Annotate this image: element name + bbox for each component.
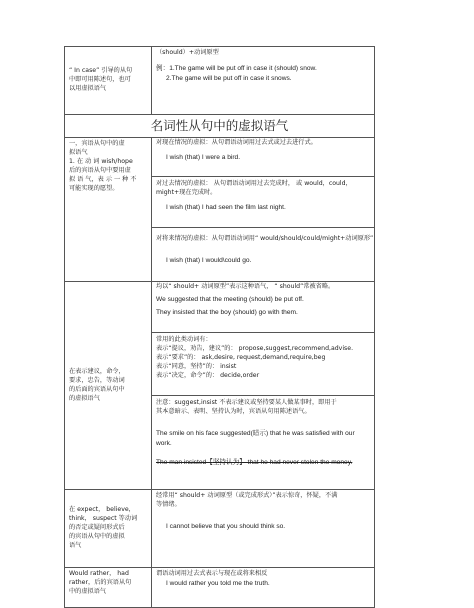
rule-note: 均以“ should+ 动词原型”表示这种语气， “ should”常被省略。 bbox=[156, 283, 335, 291]
example-sentence: They insisted that the boy (should) go with them. bbox=[156, 308, 298, 316]
rule-note: 表示“决定，命令”的： decide,order bbox=[156, 372, 260, 380]
example-sentence: I wish (that) I had seen the film last night. bbox=[166, 204, 286, 212]
example-cell bbox=[152, 47, 375, 115]
rule-note: 其本意暗示、表明、坚持认为时，宾语从句用陈述语气。 bbox=[156, 408, 311, 416]
example-sentence: ) that he was satisfied with our bbox=[265, 430, 355, 438]
rule-note: 对将来情况的虚拟：从句谓语动词用“ would/should/could/might+动词原形” bbox=[156, 235, 374, 243]
rule-text: 一，宾语从句中的虚 bbox=[69, 140, 125, 148]
table-row bbox=[65, 568, 375, 608]
example-cell bbox=[152, 568, 375, 608]
rule-text: “ In case” 引导的从句 bbox=[69, 67, 133, 75]
rule-text: 拟 语 气，表 示 一 种 不 bbox=[69, 176, 137, 184]
rule-cell bbox=[65, 138, 152, 282]
table-row bbox=[65, 138, 375, 282]
rule-cell bbox=[65, 490, 152, 568]
rule-note: 表示“提议，劝告，建议”的： propose,suggest,recommend,advise. bbox=[156, 345, 354, 353]
table-row bbox=[65, 490, 375, 568]
example-sentence: I wish (that) I would\could go. bbox=[166, 257, 252, 265]
rule-note: 表示“同意，坚持”的： insist bbox=[156, 363, 237, 371]
rule-note: 注意：suggest,insist 不表示建议或坚持要某人做某事时，即用于 bbox=[156, 399, 337, 407]
example-sentence: 1.The game will be put off in case it (should) snow. bbox=[169, 64, 317, 72]
rule-text: 可能实现的愿望。 bbox=[69, 185, 119, 193]
rule-text: 中即可用陈述句，也可 bbox=[69, 76, 131, 83]
gloss-text: 暗示 bbox=[252, 430, 266, 438]
subjunctive-grammar-table bbox=[64, 46, 375, 608]
rule-text: 的否定或疑问形式后 bbox=[69, 524, 125, 532]
rule-note: 对现在情况的虚拟：从句谓语动词用过去式或过去进行式。 bbox=[156, 139, 317, 147]
rule-cell bbox=[65, 568, 152, 608]
example-label: 例： bbox=[156, 64, 170, 72]
rule-note: （should）+动词原型 bbox=[156, 49, 219, 56]
rule-text: 语气 bbox=[69, 542, 82, 550]
rule-text: 要求，忠告，等动词 bbox=[69, 376, 125, 384]
example-sentence: I cannot believe that you should think so. bbox=[166, 523, 286, 531]
rule-note: 常用的此类动词有： bbox=[156, 336, 212, 344]
rule-note: 等情绪。 bbox=[156, 501, 181, 509]
table-row bbox=[65, 47, 375, 115]
rule-text: think， suspect 等动词 bbox=[69, 515, 138, 523]
rule-text: 拟语气 bbox=[69, 149, 88, 157]
example-sentence: work. bbox=[156, 439, 172, 447]
rule-text: 后的宾语从句中要用虚 bbox=[69, 167, 131, 175]
rule-text: 的宾语从句中的虚拟 bbox=[69, 533, 125, 541]
example-sentence: I would rather you told me the truth. bbox=[166, 580, 270, 588]
example-sentence: 】 that he had never stolen the money. bbox=[239, 459, 353, 467]
section-title: 名词性从句中的虚拟语气 bbox=[65, 115, 375, 138]
example-cell bbox=[152, 138, 375, 282]
table-row bbox=[65, 282, 375, 490]
table-row bbox=[65, 115, 375, 138]
rule-note: 对过去情况的虚拟： 从句谓语动词用过去完成时， 或 would，could， bbox=[156, 180, 352, 188]
rule-note: 谓语动词用过去式表示与现在或将来相反 bbox=[156, 570, 268, 578]
rule-cell bbox=[65, 47, 152, 115]
example-sentence: We suggested that the meeting (should) be put off. bbox=[156, 296, 304, 304]
rule-note: 经常用“ should+ 动词原型（或完成形式）”表示惊奇，怀疑，不满 bbox=[156, 492, 338, 500]
example-sentence: 2.The game will be put off in case it snows. bbox=[166, 74, 292, 82]
gloss-text: 坚持认为 bbox=[212, 459, 240, 467]
example-cell bbox=[152, 490, 375, 568]
rule-note: might+现在完成时。 bbox=[156, 189, 217, 197]
rule-text: 在表示建议，命令， bbox=[69, 367, 125, 375]
rule-text: 以用虚拟语气 bbox=[69, 84, 107, 92]
rule-text: 在 expect， believe， bbox=[69, 506, 135, 514]
rule-note: 表示“要求”的： ask,desire, request,demand,require,beg bbox=[156, 354, 326, 362]
rule-cell bbox=[65, 282, 152, 490]
example-sentence: The smile on his face suggested( bbox=[156, 430, 253, 438]
rule-text: Would rather， had bbox=[69, 570, 129, 578]
example-cell bbox=[152, 282, 375, 490]
example-sentence: I wish (that) I were a bird. bbox=[166, 154, 241, 162]
rule-text: 1. 在 动 词 wish/hope bbox=[69, 158, 133, 166]
rule-text: 中的虚拟语气 bbox=[69, 588, 107, 596]
rule-text: rather，后的宾语从句 bbox=[69, 579, 132, 587]
rule-text: 的后面的宾语从句中 bbox=[69, 385, 125, 393]
example-sentence: The man insisted【 bbox=[156, 459, 213, 467]
rule-text: 的虚拟语气 bbox=[69, 394, 100, 402]
